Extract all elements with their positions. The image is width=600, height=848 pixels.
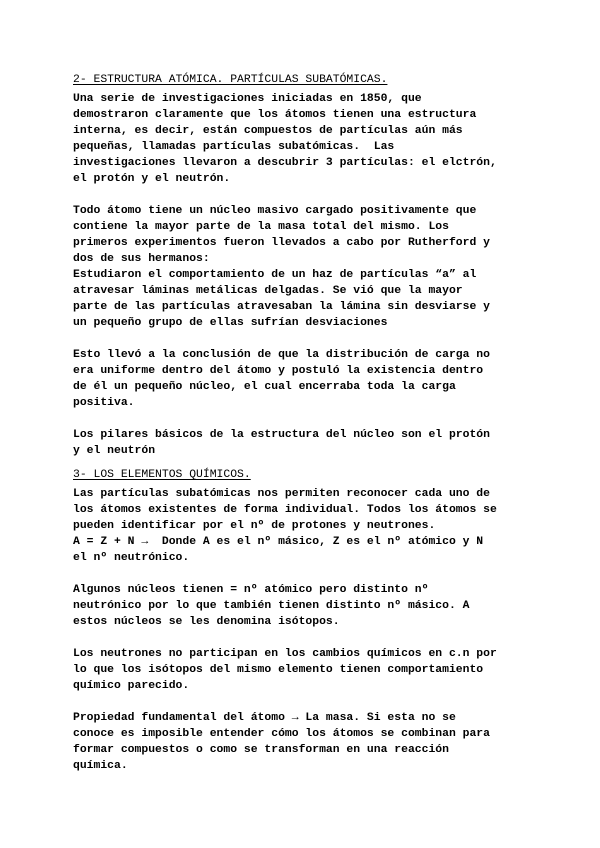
paragraph-neutrones: Los neutrones no participan en los cambios químicos en c.n por lo que los isótopos del mismo elemento tienen comportamiento químico parecido. bbox=[73, 648, 497, 692]
paragraph-nucleo-masivo: Todo átomo tiene un núcleo masivo cargado positivamente que contiene la mayor parte de la masa total del mismo. Los primeros experimentos fueron llevados a cabo por Rutherford y dos de sus hermanos: Estudiaron el comportamiento de un haz de partículas “a” al atravesar láminas metálicas delgadas. Se vió que la mayor parte de las partículas atravesaban la lámina sin desviarse y un pequeño grupo de ellas sufrían desviaciones bbox=[73, 205, 490, 329]
paragraph-particulas-subatomicas: Las partículas subatómicas nos permiten reconocer cada uno de los átomos existentes de forma individual. Todos los átomos se pueden identificar por el nº de protones y neutrones. A = Z + N → Donde A es el nº másico, Z es el nº atómico y N el nº neutrónico. bbox=[73, 488, 497, 564]
document-page bbox=[73, 72, 533, 774]
paragraph-pilares-basicos: Los pilares básicos de la estructura del núcleo son el protón y el neutrón bbox=[73, 429, 490, 457]
paragraph-propiedad-fundamental: Propiedad fundamental del átomo → La masa. Si esta no se conoce es imposible entender cómo los átomos se combinan para formar compuestos o como se transforman en una reacción química. bbox=[73, 712, 490, 772]
section-gap bbox=[73, 459, 533, 467]
section-heading-elementos-quimicos: 3- LOS ELEMENTOS QUÍMICOS. bbox=[73, 469, 251, 481]
paragraph-distribucion-carga: Esto llevó a la conclusión de que la distribución de carga no era uniforme dentro del átomo y postuló la existencia dentro de él un pequeño núcleo, el cual encerraba toda la carga positiva. bbox=[73, 349, 490, 409]
paragraph-isotopos: Algunos núcleos tienen = nº atómico pero distinto nº neutrónico por lo que también tienen distinto nº másico. A estos núcleos se les denomina isótopos. bbox=[73, 584, 470, 628]
section-heading-estructura-atomica: 2- ESTRUCTURA ATÓMICA. PARTÍCULAS SUBATÓMICAS. bbox=[73, 74, 388, 86]
paragraph-investigaciones: Una serie de investigaciones iniciadas en 1850, que demostraron claramente que los átomos tienen una estructura interna, es decir, están compuestos de partículas aún más pequeñas, llamadas partículas subatómicas. Las investigaciones llevaron a descubrir 3 partículas: el elctrón, el protón y el neutrón. bbox=[73, 93, 497, 185]
